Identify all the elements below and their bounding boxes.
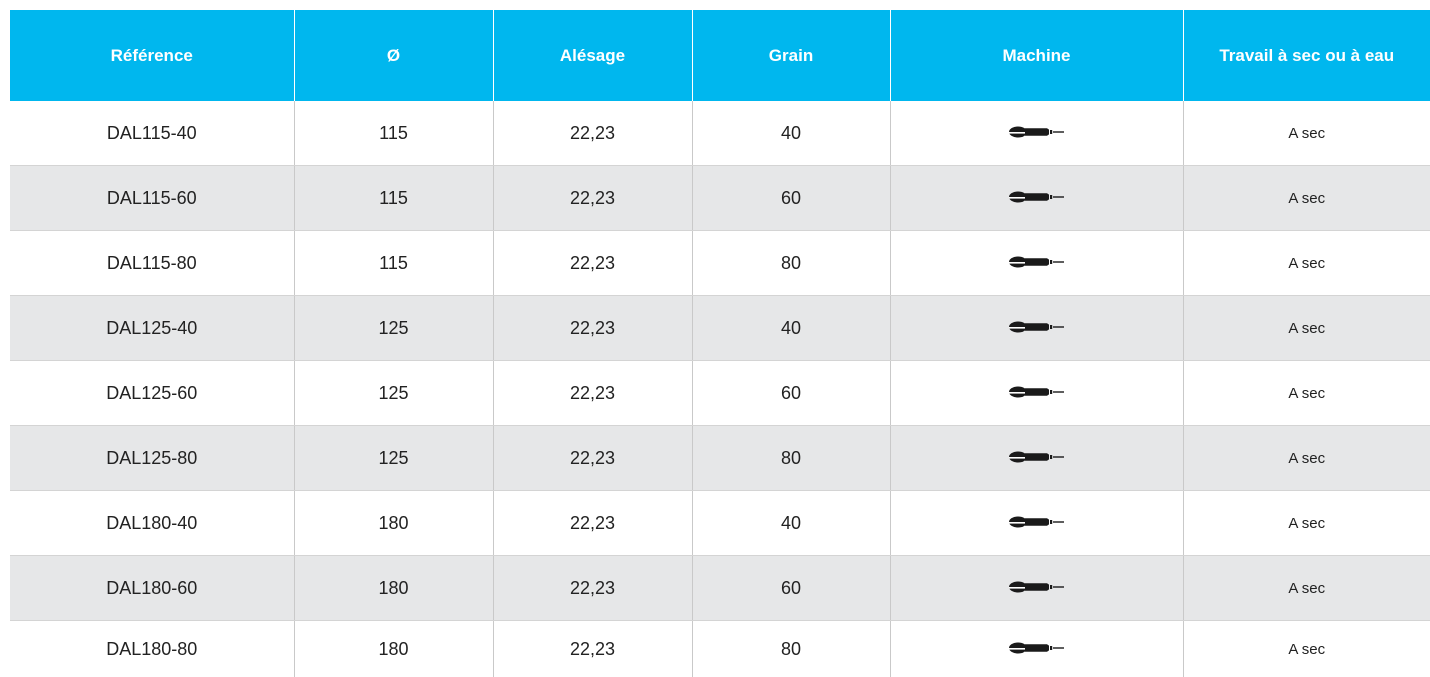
cell-diameter: 115 xyxy=(294,101,493,166)
cell-diameter: 125 xyxy=(294,426,493,491)
cell-reference: DAL180-60 xyxy=(10,556,294,621)
cell-machine xyxy=(890,621,1183,677)
cell-reference: DAL115-60 xyxy=(10,166,294,231)
cell-reference: DAL125-60 xyxy=(10,361,294,426)
table-row xyxy=(10,556,1430,621)
cell-mode: A sec xyxy=(1183,361,1430,426)
table-row xyxy=(10,101,1430,166)
cell-machine xyxy=(890,426,1183,491)
cell-reference: DAL180-80 xyxy=(10,621,294,677)
header-reference: Référence xyxy=(10,10,294,101)
cell-mode: A sec xyxy=(1183,491,1430,556)
header-diameter: Ø xyxy=(294,10,493,101)
cell-reference: DAL115-80 xyxy=(10,231,294,296)
cell-grit: 40 xyxy=(692,101,890,166)
cell-grit: 80 xyxy=(692,621,890,677)
cell-reference: DAL125-80 xyxy=(10,426,294,491)
cell-bore: 22,23 xyxy=(493,166,692,231)
table-row xyxy=(10,166,1430,231)
cell-bore: 22,23 xyxy=(493,621,692,677)
cell-machine xyxy=(890,491,1183,556)
angle-grinder-icon xyxy=(1008,448,1066,469)
cell-machine xyxy=(890,361,1183,426)
table-header xyxy=(10,10,1430,101)
cell-bore: 22,23 xyxy=(493,556,692,621)
product-table xyxy=(10,10,1430,677)
cell-grit: 80 xyxy=(692,426,890,491)
table-row xyxy=(10,361,1430,426)
cell-bore: 22,23 xyxy=(493,491,692,556)
table-body xyxy=(10,101,1430,677)
table-row xyxy=(10,296,1430,361)
angle-grinder-icon xyxy=(1008,639,1066,660)
cell-bore: 22,23 xyxy=(493,296,692,361)
cell-machine xyxy=(890,556,1183,621)
angle-grinder-icon xyxy=(1008,188,1066,209)
cell-bore: 22,23 xyxy=(493,101,692,166)
angle-grinder-icon xyxy=(1008,123,1066,144)
angle-grinder-icon xyxy=(1008,578,1066,599)
cell-mode: A sec xyxy=(1183,426,1430,491)
cell-machine xyxy=(890,166,1183,231)
header-mode: Travail à sec ou à eau xyxy=(1183,10,1430,101)
cell-mode: A sec xyxy=(1183,231,1430,296)
table-row xyxy=(10,491,1430,556)
cell-reference: DAL180-40 xyxy=(10,491,294,556)
cell-mode: A sec xyxy=(1183,101,1430,166)
cell-bore: 22,23 xyxy=(493,361,692,426)
cell-reference: DAL115-40 xyxy=(10,101,294,166)
angle-grinder-icon xyxy=(1008,513,1066,534)
header-machine: Machine xyxy=(890,10,1183,101)
cell-bore: 22,23 xyxy=(493,426,692,491)
cell-grit: 40 xyxy=(692,296,890,361)
cell-machine xyxy=(890,231,1183,296)
angle-grinder-icon xyxy=(1008,383,1066,404)
angle-grinder-icon xyxy=(1008,318,1066,339)
angle-grinder-icon xyxy=(1008,253,1066,274)
table-row xyxy=(10,426,1430,491)
cell-reference: DAL125-40 xyxy=(10,296,294,361)
cell-grit: 60 xyxy=(692,556,890,621)
cell-diameter: 115 xyxy=(294,166,493,231)
cell-mode: A sec xyxy=(1183,166,1430,231)
cell-diameter: 180 xyxy=(294,621,493,677)
cell-diameter: 125 xyxy=(294,296,493,361)
cell-mode: A sec xyxy=(1183,556,1430,621)
header-grit: Grain xyxy=(692,10,890,101)
table-row xyxy=(10,621,1430,677)
cell-grit: 40 xyxy=(692,491,890,556)
table-row xyxy=(10,231,1430,296)
cell-diameter: 180 xyxy=(294,556,493,621)
cell-diameter: 115 xyxy=(294,231,493,296)
cell-grit: 80 xyxy=(692,231,890,296)
product-table-container xyxy=(10,10,1430,677)
cell-diameter: 180 xyxy=(294,491,493,556)
cell-machine xyxy=(890,101,1183,166)
header-bore: Alésage xyxy=(493,10,692,101)
cell-mode: A sec xyxy=(1183,621,1430,677)
cell-grit: 60 xyxy=(692,166,890,231)
cell-mode: A sec xyxy=(1183,296,1430,361)
header-row xyxy=(10,10,1430,101)
cell-grit: 60 xyxy=(692,361,890,426)
cell-diameter: 125 xyxy=(294,361,493,426)
cell-bore: 22,23 xyxy=(493,231,692,296)
cell-machine xyxy=(890,296,1183,361)
